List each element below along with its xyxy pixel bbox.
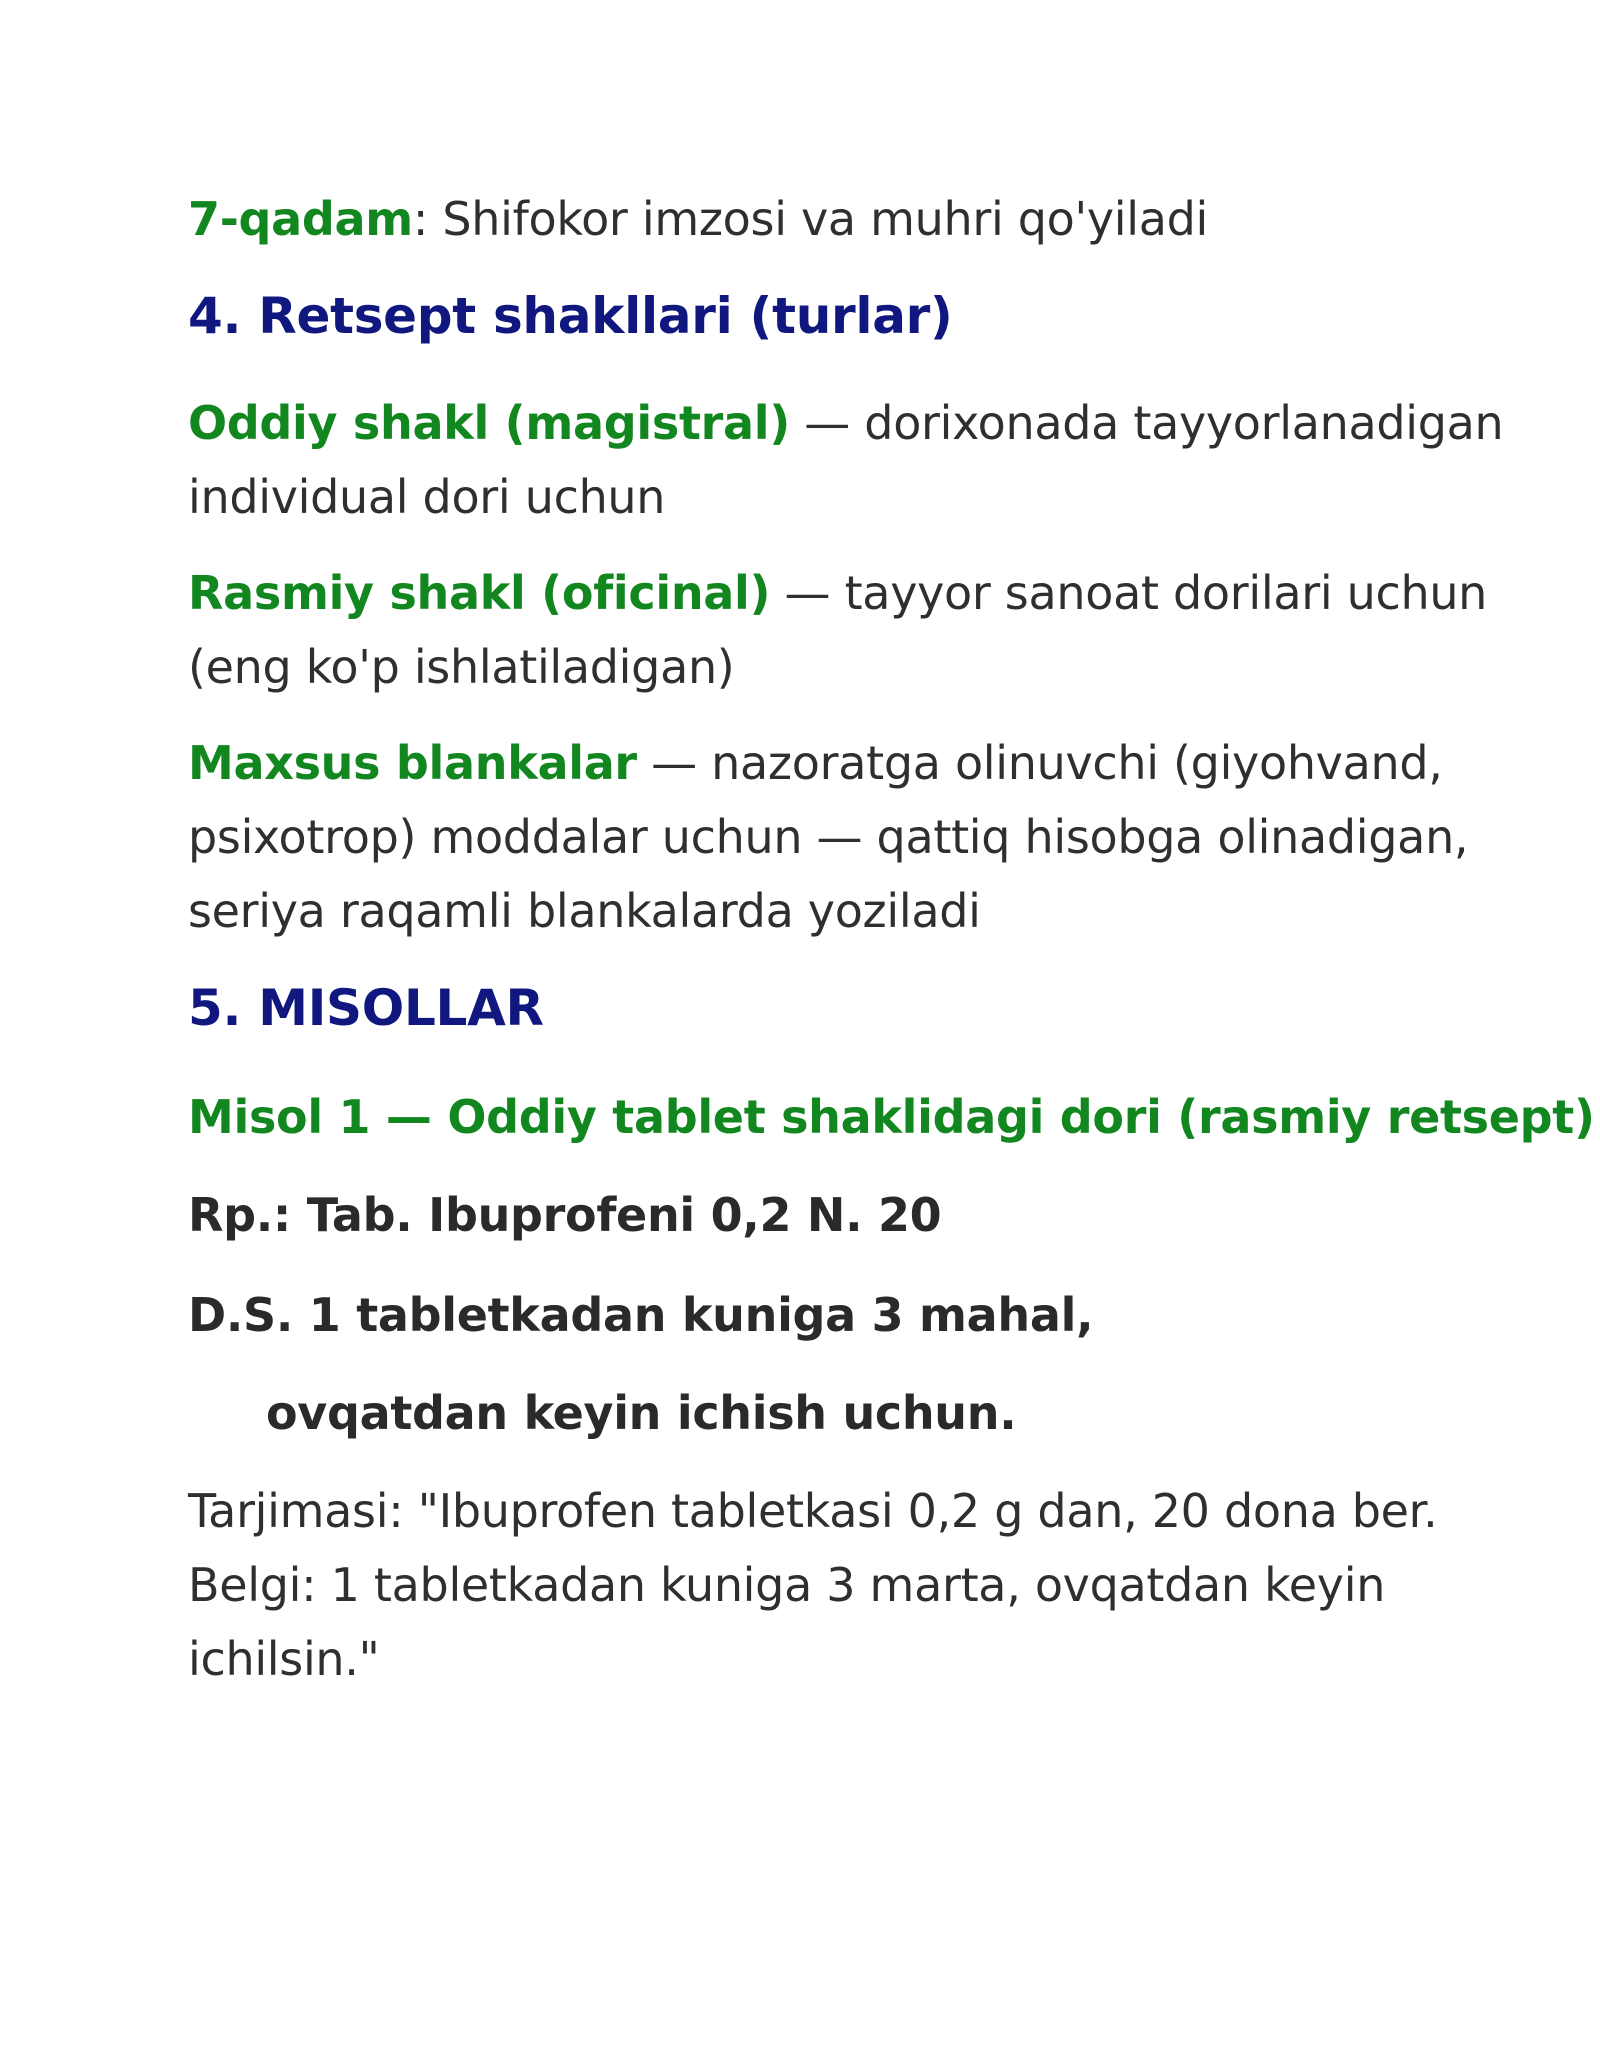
section-4-heading — [188, 276, 1448, 356]
example-1-heading — [188, 1080, 1595, 1154]
simple-form-label: Oddiy shakl (magistral) — [188, 396, 790, 450]
step-7-separator: : — [412, 192, 429, 246]
official-form-text-2: (eng ko'p ishlatiladigan) — [188, 640, 735, 694]
special-form-paragraph — [188, 726, 1469, 948]
official-form-text-1: — tayyor sanoat dorilari uchun — [770, 566, 1488, 620]
translation-paragraph — [188, 1474, 1448, 1696]
section-5-heading — [188, 968, 1448, 1048]
step-7-text: Shifokor imzosi va muhri qo'yiladi — [428, 192, 1209, 246]
translation-line-2: Belgi: 1 tabletkadan kuniga 3 marta, ovqatdan keyin — [188, 1558, 1386, 1612]
prescription-rp-text: Rp.: Tab. Ibuprofeni 0,2 N. 20 — [188, 1188, 942, 1242]
translation-line-3: ichilsin." — [188, 1632, 380, 1686]
official-form-label: Rasmiy shakl (oficinal) — [188, 566, 771, 620]
section-4-title: 4. Retsept shakllari (turlar) — [188, 287, 953, 345]
translation-line-1: Tarjimasi: "Ibuprofen tabletkasi 0,2 g dan, 20 dona ber. — [188, 1484, 1438, 1538]
example-1-title: Misol 1 — Oddiy tablet shaklidagi dori (rasmiy retsept) — [188, 1090, 1595, 1144]
prescription-ds-line-2: ovqatdan keyin ichish uchun. — [266, 1386, 1017, 1440]
official-form-paragraph — [188, 556, 1488, 704]
simple-form-paragraph — [188, 386, 1504, 534]
step-7-paragraph — [188, 182, 1448, 256]
prescription-rp — [188, 1178, 1448, 1252]
simple-form-text-1: — dorixonada tayyorlanadigan — [789, 396, 1504, 450]
prescription-ds-continued — [188, 1376, 1448, 1450]
special-form-text-2: psixotrop) moddalar uchun — qattiq hisobga olinadigan, — [188, 810, 1469, 864]
special-form-label: Maxsus blankalar — [188, 736, 637, 790]
special-form-text-3: seriya raqamli blankalarda yoziladi — [188, 884, 981, 938]
special-form-text-1: — nazoratga olinuvchi (giyohvand, — [636, 736, 1443, 790]
prescription-ds-line-1: D.S. 1 tabletkadan kuniga 3 mahal, — [188, 1288, 1094, 1342]
section-5-title: 5. MISOLLAR — [188, 979, 544, 1037]
step-7-label: 7-qadam — [188, 192, 413, 246]
simple-form-text-2: individual dori uchun — [188, 470, 666, 524]
prescription-ds — [188, 1278, 1448, 1352]
